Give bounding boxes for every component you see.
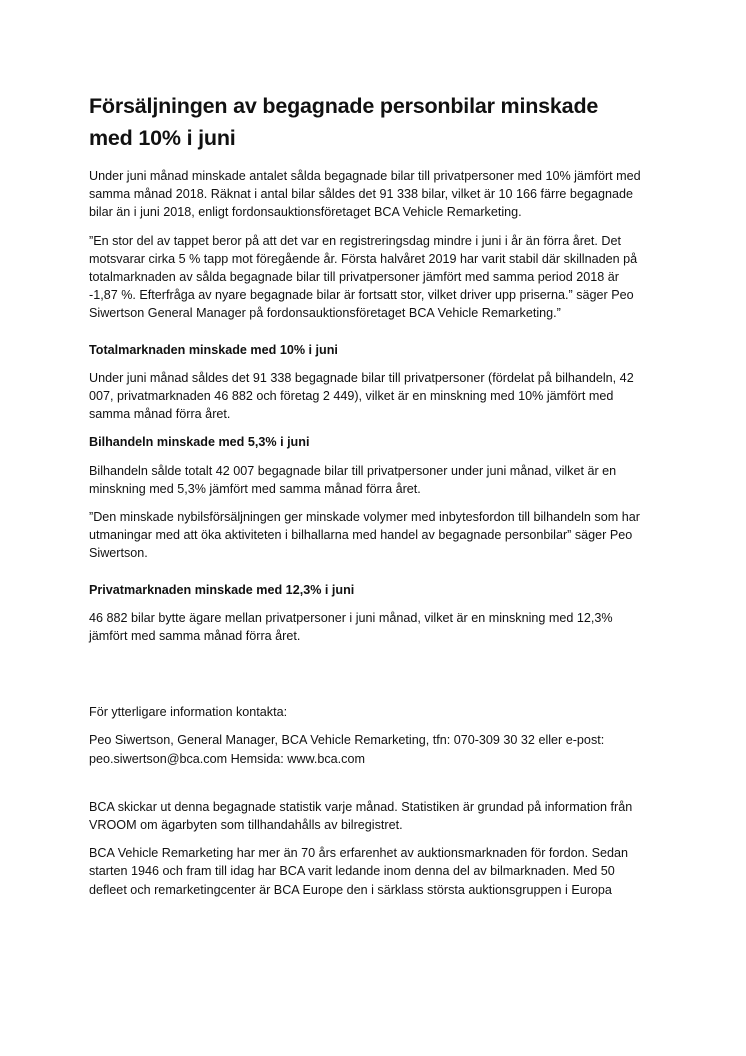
text-line: Peo Siwertson, General Manager, BCA Vehicle Remarketing, tfn: 070-309 30 32 eller e-post: — [89, 733, 605, 748]
text-line: BCA skickar ut denna begagnade statistik varje månad. Statistiken är grundad på information från — [89, 799, 633, 814]
text-line: samma månad 2018. Räknat i antal bilar såldes det 91 338 bilar, vilket är 10 166 färre begagnade — [89, 187, 633, 202]
text-line: bilar än i juni 2018, enligt fordonsauktionsföretaget BCA Vehicle Remarketing. — [89, 205, 522, 220]
section-heading-total: Totalmarknaden minskade med 10% i juni — [89, 342, 338, 357]
text-line: Under juni månad minskade antalet sålda begagnade bilar till privatpersoner med 10% jämfört med — [89, 169, 641, 183]
text-line: Siwertson General Manager på fordonsauktionsföretaget BCA Vehicle Remarketing.” — [89, 306, 561, 321]
page-title — [89, 90, 659, 154]
text-line: -1,87 %. Efterfråga av nyare begagnade bilar är fortsatt stor, vilket driver upp priserna.” säger Peo — [89, 288, 634, 303]
intro-paragraph — [89, 167, 659, 222]
text-line: samma månad förra året. — [89, 407, 231, 422]
text-line: 007, privatmarknaden 46 882 och företag 2 449), vilket är en minskning med 10% jämfört med — [89, 389, 614, 404]
contact-details — [89, 731, 659, 767]
text-line: Siwertson. — [89, 546, 148, 561]
text-line: Under juni månad såldes det 91 338 begagnade bilar till privatpersoner (fördelat på bilhandeln, 42 — [89, 370, 634, 385]
quote-paragraph — [89, 232, 659, 323]
text-line: peo.siwertson@bca.com Hemsida: www.bca.com — [89, 751, 365, 766]
text-line: Bilhandeln sålde totalt 42 007 begagnade bilar till privatpersoner under juni månad, vilket är en — [89, 463, 617, 478]
title-line: med 10% i juni — [89, 126, 236, 150]
section-heading-private: Privatmarknaden minskade med 12,3% i juni — [89, 582, 355, 597]
text-line: VROOM om ägarbyten som tillhandahålls av bilregistret. — [89, 818, 403, 833]
text-line: motsvarar cirka 5 % tapp mot föregående år. Första halvåret 2019 har varit stabil där skillnaden på — [89, 251, 638, 266]
text-line: totalmarknaden av sålda begagnade bilar till privatpersoner jämfört med samma period 2018 är — [89, 270, 619, 285]
text-line: starten 1946 och fram till idag har BCA varit ledande inom denna del av bilmarknaden. Med 50 — [89, 864, 615, 879]
text-line: ”En stor del av tappet beror på att det var en registreringsdag mindre i juni i år än förra året. Det — [89, 233, 622, 248]
text-line: 46 882 bilar bytte ägare mellan privatpersoner i juni månad, vilket är en minskning med 12,3% — [89, 610, 613, 625]
text-line: utmaningar med att öka aktiviteten i bilhallarna med handel av begagnade personbilar” säger Peo — [89, 528, 633, 543]
section-heading-dealer: Bilhandeln minskade med 5,3% i juni — [89, 435, 310, 450]
about-stats-paragraph — [89, 798, 659, 834]
section-private-paragraph — [89, 609, 659, 645]
document-page — [89, 90, 659, 909]
section-dealer-paragraph — [89, 462, 659, 498]
title-line: Försäljningen av begagnade personbilar minskade — [89, 94, 599, 118]
about-company-paragraph — [89, 844, 659, 899]
text-line: BCA Vehicle Remarketing har mer än 70 års erfarenhet av auktionsmarknaden för fordon. Sedan — [89, 846, 629, 861]
contact-intro: För ytterligare information kontakta: — [89, 705, 288, 720]
dealer-quote-paragraph — [89, 508, 659, 563]
text-line: defleet och remarketingcenter är BCA Europe den i särklass största auktionsgruppen i Europa — [89, 882, 612, 897]
text-line: minskning med 5,3% jämfört med samma månad förra året. — [89, 481, 421, 496]
text-line: jämfört med samma månad förra året. — [89, 629, 301, 644]
text-line: ”Den minskade nybilsförsäljningen ger minskade volymer med inbytesfordon till bilhandeln som har — [89, 510, 640, 525]
section-total-paragraph — [89, 369, 659, 424]
